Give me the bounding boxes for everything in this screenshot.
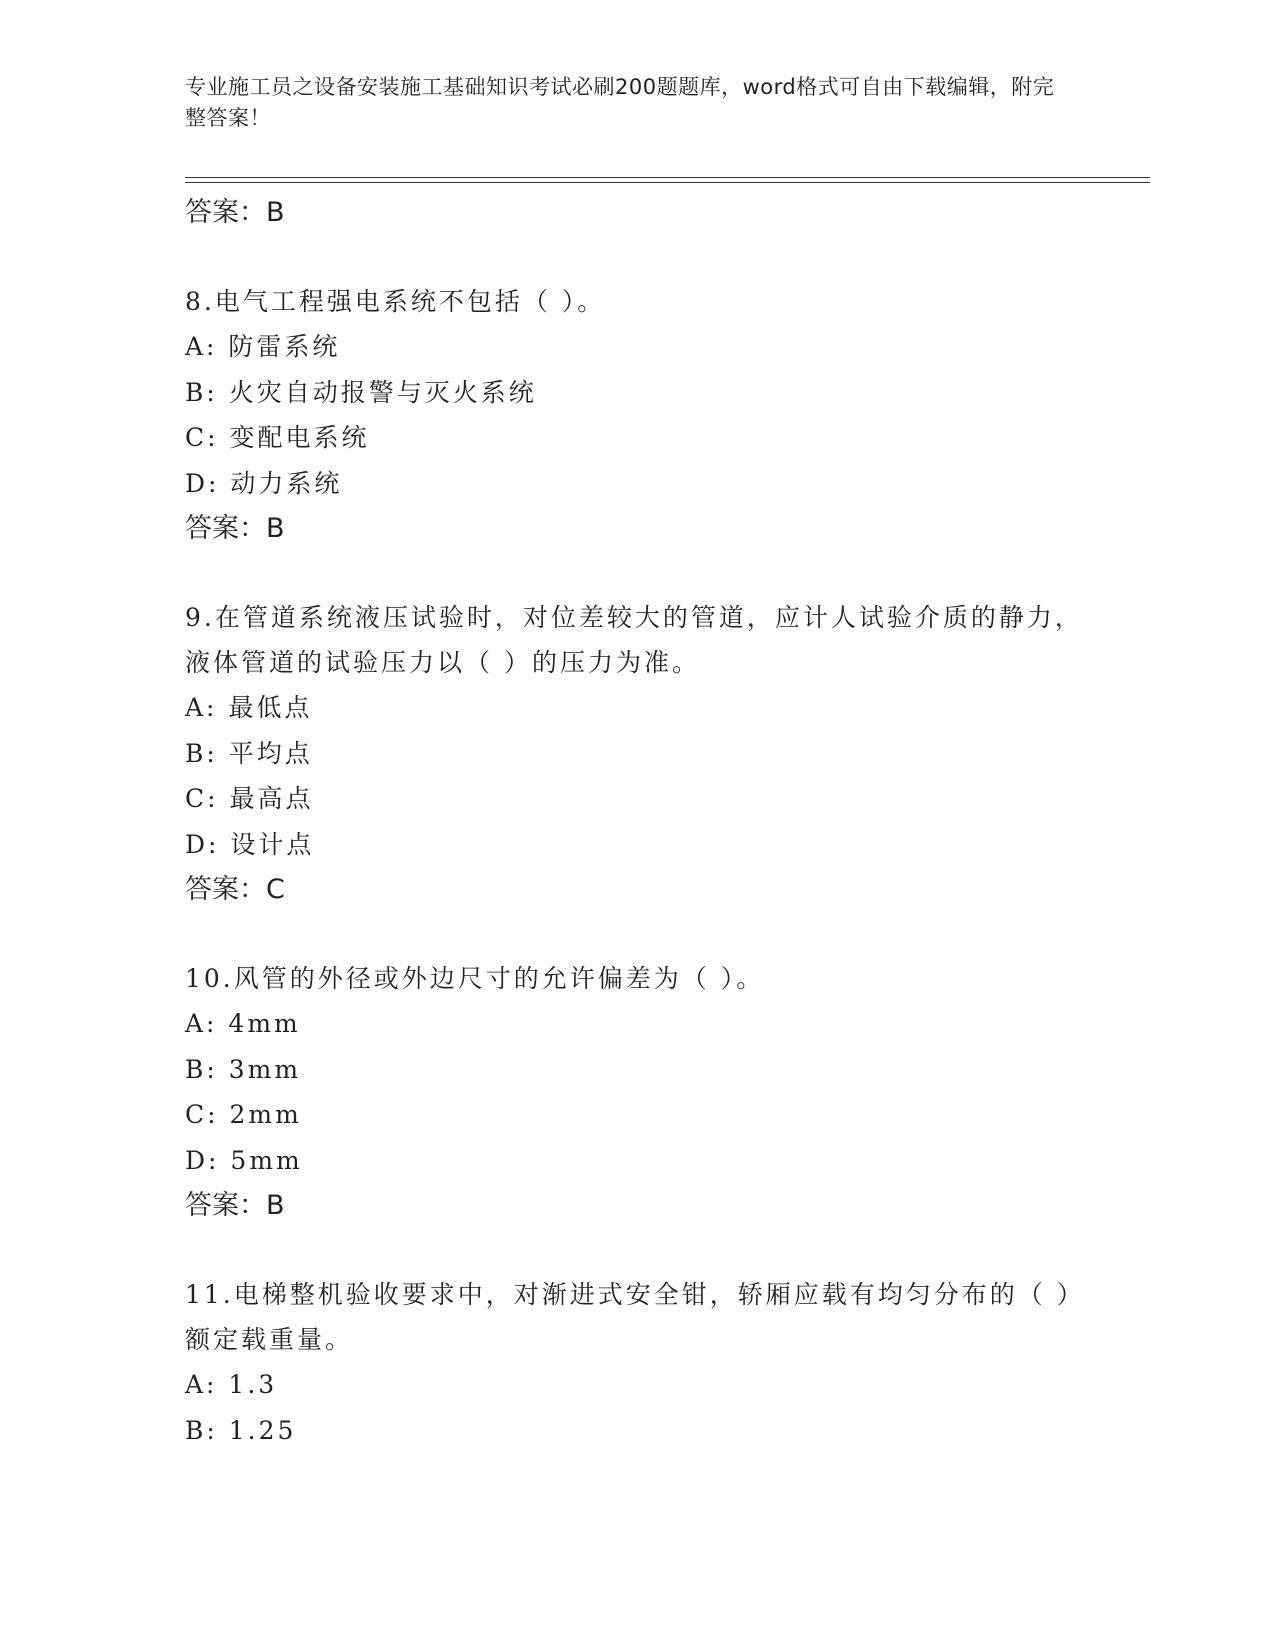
option-a: A: 4mm [185, 1009, 301, 1038]
option-a: A: 1.3 [185, 1370, 278, 1399]
option-d: D: 动力系统 [185, 468, 343, 498]
option-b: B: 3mm [185, 1054, 302, 1084]
option-a: A: 防雷系统 [185, 332, 341, 361]
option-b: B: 平均点 [185, 738, 313, 768]
question-9 [185, 595, 1085, 912]
question-10 [185, 956, 1085, 1228]
option-b: B: 1.25 [185, 1415, 297, 1445]
answer-label: 答案：B [185, 197, 285, 228]
option-c: C: 2mm [185, 1100, 302, 1129]
option-d: D: 设计点 [185, 829, 315, 859]
answer-label: 答案：B [185, 1190, 285, 1221]
question-8 [185, 279, 1085, 551]
question-text: 11.电梯整机验收要求中，对渐进式安全钳，轿厢应载有均匀分布的（ ）额定载重量。 [185, 1280, 1085, 1354]
document-body [185, 190, 1085, 1453]
question-text: 10.风管的外径或外边尺寸的允许偏差为（ ）。 [185, 964, 765, 993]
document-header: 专业施工员之设备安装施工基础知识考试必刷200题题库，word格式可自由下载编辑，附完整答案！ [185, 75, 1055, 130]
option-b: B: 火灾自动报警与灭火系统 [185, 377, 537, 407]
answer-label: 答案：B [185, 513, 285, 544]
option-d: D: 5mm [185, 1145, 303, 1175]
header-divider-bottom [185, 182, 1150, 183]
option-c: C: 最高点 [185, 784, 314, 813]
option-a: A: 最低点 [185, 693, 313, 722]
option-c: C: 变配电系统 [185, 423, 370, 452]
answer-label: 答案：C [185, 874, 285, 905]
header-divider-top [185, 177, 1150, 178]
question-11 [185, 1272, 1085, 1453]
question-text: 9.在管道系统液压试验时，对位差较大的管道，应计人试验介质的静力，液体管道的试验压力以（ ）的压力为准。 [185, 603, 1083, 677]
question-text: 8.电气工程强电系统不包括（ ）。 [185, 287, 606, 316]
